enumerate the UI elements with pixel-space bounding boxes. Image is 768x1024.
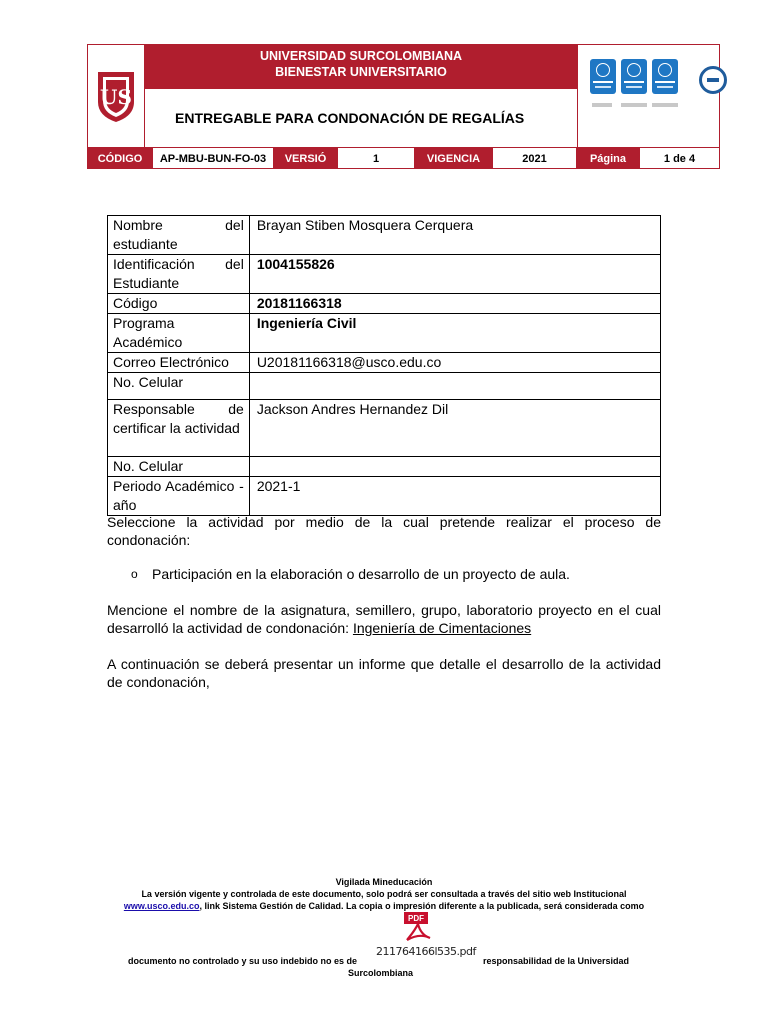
table-row — [108, 457, 661, 477]
select-activity-text: Seleccione la actividad por medio de la cual pretende realizar el proceso de condonación: — [107, 514, 661, 548]
responsible-name: Jackson Andres Hernandez Dil — [249, 400, 660, 457]
icontec-cert-icon — [590, 59, 616, 94]
table-row — [108, 373, 661, 400]
table-row — [108, 477, 661, 516]
academic-program: Ingeniería Civil — [249, 314, 660, 353]
document-header — [87, 44, 720, 169]
footer-university: Surcolombiana — [348, 968, 414, 978]
bullet-text: Participación en la elaboración o desarrollo de un proyecto de aula. — [152, 566, 570, 582]
student-code: 20181166318 — [249, 294, 660, 314]
certification-logos — [577, 45, 721, 147]
pdf-icon[interactable] — [404, 912, 432, 942]
document-title: ENTREGABLE PARA CONDONACIÓN DE REGALÍAS — [145, 88, 577, 147]
university-logo — [88, 45, 145, 147]
icontec-cert-icon — [652, 59, 678, 94]
student-name: Brayan Stiben Mosquera Cerquera — [249, 216, 660, 255]
footer-uncontrolled-note: documento no controlado y su uso indebido no es de — [128, 956, 358, 966]
row-label: Programa Académico — [108, 314, 250, 353]
student-phone — [249, 373, 660, 400]
svg-text:US: US — [100, 85, 132, 109]
student-info-table — [107, 215, 661, 516]
student-id: 1004155826 — [249, 255, 660, 294]
usco-link[interactable]: www.usco.edu.co — [123, 901, 200, 911]
header-meta-row — [88, 147, 719, 169]
row-label: Responsable de certificar la actividad — [108, 400, 250, 457]
table-row — [108, 255, 661, 294]
table-row — [108, 353, 661, 373]
row-label: Nombre del estudiante — [108, 216, 250, 255]
student-email: U20181166318@usco.edu.co — [249, 353, 660, 373]
footer-version-note: La versión vigente y controlada de este documento, solo podrá ser consultada a través del sitio web Institucional — [141, 889, 627, 899]
cert-caption — [652, 103, 678, 107]
mention-text: Mencione el nombre de la asignatura, semillero, grupo, laboratorio proyecto en el cual desarrolló la actividad de condonación: — [107, 602, 661, 636]
footer-link-rest: , link Sistema Gestión de Calidad. La copia o impresión diferente a la publicada, será considerada como — [199, 901, 645, 911]
vigencia-label: VIGENCIA — [415, 148, 493, 169]
shield-logo-icon — [94, 68, 138, 124]
codigo-label: CÓDIGO — [88, 148, 153, 169]
university-name: UNIVERSIDAD SURCOLOMBIANA — [259, 49, 463, 63]
table-row — [108, 314, 661, 353]
responsible-phone — [249, 457, 660, 477]
pagina-label: Página — [577, 148, 640, 169]
table-row — [108, 294, 661, 314]
bullet-mark: o — [131, 567, 138, 581]
codigo-value: AP-MBU-BUN-FO-03 — [153, 148, 274, 169]
row-label: No. Celular — [108, 457, 250, 477]
activity-bullet — [131, 565, 570, 583]
cert-caption — [621, 103, 647, 107]
row-label: No. Celular — [108, 373, 250, 400]
cert-caption — [592, 103, 612, 107]
row-label: Periodo Académico - año — [108, 477, 250, 516]
table-row — [108, 400, 661, 457]
row-label: Identificación del Estudiante — [108, 255, 250, 294]
quality-seal-icon — [699, 66, 727, 94]
version-label: VERSIÓ — [274, 148, 338, 169]
mention-paragraph — [107, 601, 661, 637]
row-label: Código — [108, 294, 250, 314]
row-label: Correo Electrónico — [108, 353, 250, 373]
office-name: BIENESTAR UNIVERSITARIO — [275, 65, 447, 79]
academic-period: 2021-1 — [249, 477, 660, 516]
svg-text:PDF: PDF — [408, 914, 424, 923]
footer-responsibility-note: responsabilidad de la Universidad — [483, 956, 630, 966]
pagina-value: 1 de 4 — [663, 152, 696, 165]
table-row — [108, 216, 661, 255]
pdf-filename: 211764166l535.pdf — [376, 945, 476, 958]
header-banner — [145, 45, 577, 88]
icontec-cert-icon — [621, 59, 647, 94]
subject-name: Ingeniería de Cimentaciones — [352, 620, 532, 636]
vigencia-value: 2021 — [493, 148, 577, 169]
version-value: 1 — [338, 148, 415, 169]
footer-vigilada: Vigilada Mineducación — [335, 877, 433, 887]
report-text: A continuación se deberá presentar un informe que detalle el desarrollo de la actividad de condonación, — [107, 656, 661, 690]
footer-link-line — [107, 900, 661, 912]
